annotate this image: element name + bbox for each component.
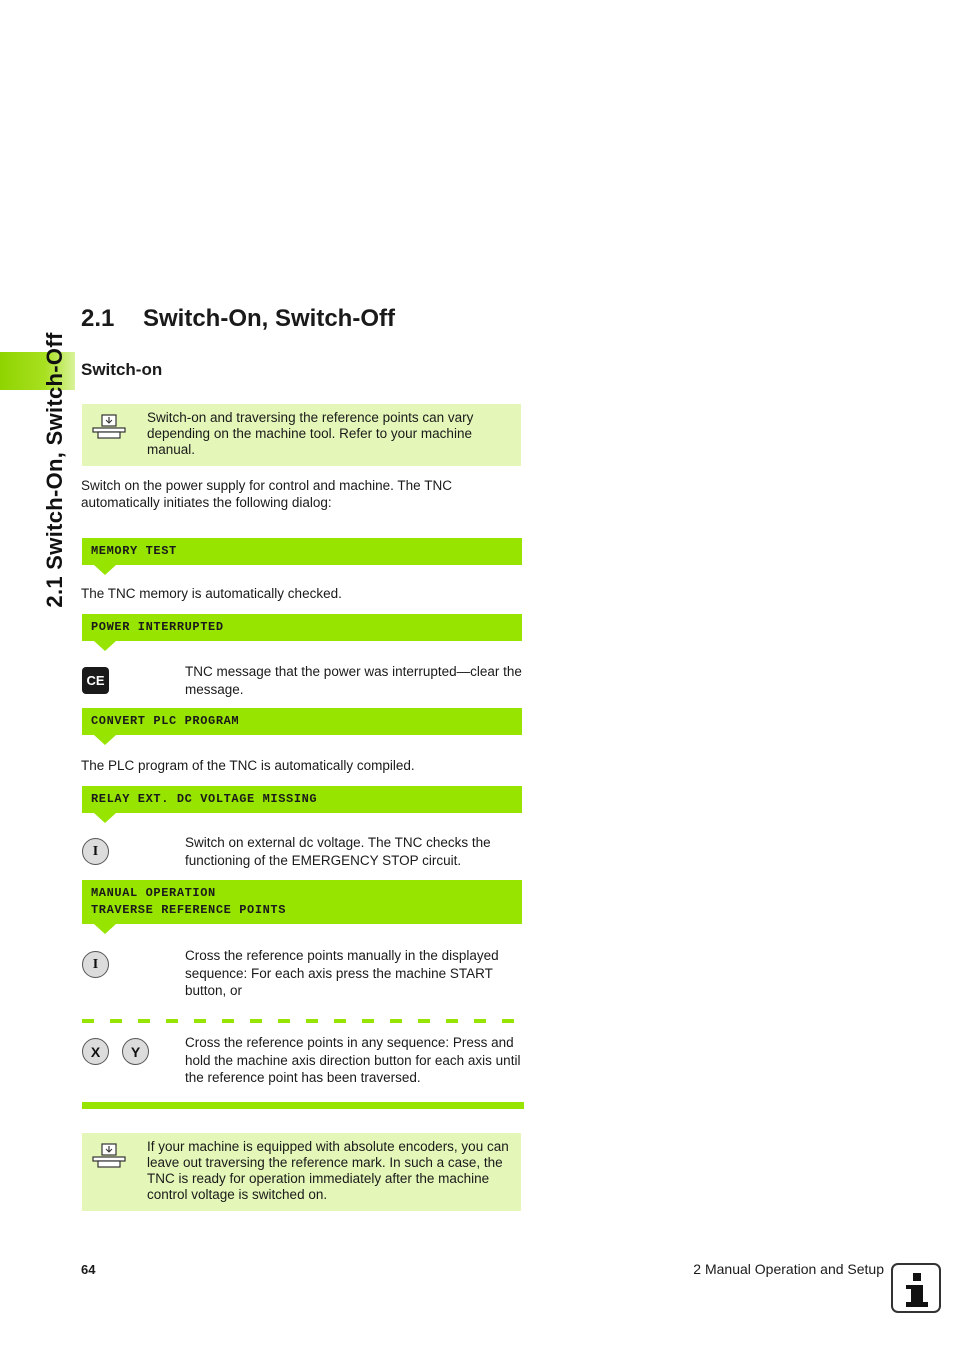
axis-y-key-icon: Y (122, 1038, 149, 1065)
section-heading (81, 305, 395, 333)
dialog-power-interrupted (82, 614, 522, 641)
machine-start-key-icon: I (82, 838, 109, 865)
dialog-text: MEMORY TEST (91, 544, 177, 558)
dialog-text: POWER INTERRUPTED (91, 620, 224, 634)
power-interrupted-description: TNC message that the power was interrupted—clear the message. (185, 664, 522, 697)
machine-start-key-icon: I (82, 951, 109, 978)
dialog-convert-plc (82, 708, 522, 735)
dialog-relay-voltage (82, 786, 522, 813)
intro-paragraph: Switch on the power supply for control and machine. The TNC automatically initiates the following dialog: (81, 478, 452, 510)
dialog-arrow (94, 924, 116, 934)
dialog-line-1: MANUAL OPERATION (91, 886, 216, 900)
dialog-end-bar (82, 1102, 524, 1109)
dialog-arrow (94, 735, 116, 745)
machine-note-box (82, 1133, 521, 1211)
relay-description: Switch on external dc voltage. The TNC checks the functioning of the EMERGENCY STOP circuit. (185, 835, 491, 868)
footer-chapter-title: 2 Manual Operation and Setup (693, 1261, 884, 1277)
alternative-description: Cross the reference points in any sequence: Press and hold the machine axis direction button for each axis until the reference point has been traversed. (185, 1035, 521, 1085)
dialog-text: RELAY EXT. DC VOLTAGE MISSING (91, 792, 318, 806)
memory-test-description: The TNC memory is automatically checked. (81, 586, 342, 601)
machine-note-icon (92, 1143, 126, 1169)
manual-operation-description: Cross the reference points manually in the displayed sequence: For each axis press the machine START button, or (185, 948, 499, 998)
dialog-manual-operation (82, 880, 522, 924)
note-text: Switch-on and traversing the reference points can vary depending on the machine tool. Refer to your machine manual. (147, 410, 474, 457)
section-number: 2.1 (81, 305, 115, 332)
dialog-memory-test (82, 538, 522, 565)
convert-plc-description: The PLC program of the TNC is automatically compiled. (81, 758, 415, 773)
machine-note-box (82, 404, 521, 466)
page-number: 64 (81, 1262, 96, 1277)
dialog-line-2: TRAVERSE REFERENCE POINTS (91, 903, 287, 917)
machine-note-icon (92, 414, 126, 440)
info-icon (891, 1263, 941, 1313)
dialog-arrow (94, 565, 116, 575)
subsection-heading: Switch-on (81, 360, 163, 379)
section-title: Switch-On, Switch-Off (143, 305, 395, 332)
chapter-side-title: 2.1 Switch-On, Switch-Off (42, 332, 67, 608)
alternative-separator (82, 1019, 522, 1023)
dialog-arrow (94, 813, 116, 823)
dialog-text: CONVERT PLC PROGRAM (91, 714, 240, 728)
note-text: If your machine is equipped with absolute encoders, you can leave out traversing the reference mark. In such a case, the TNC is ready for operation immediately after the machine control voltage is switched on. (147, 1139, 509, 1202)
ce-key-icon: CE (82, 667, 109, 694)
axis-x-key-icon: X (82, 1038, 109, 1065)
dialog-arrow (94, 641, 116, 651)
